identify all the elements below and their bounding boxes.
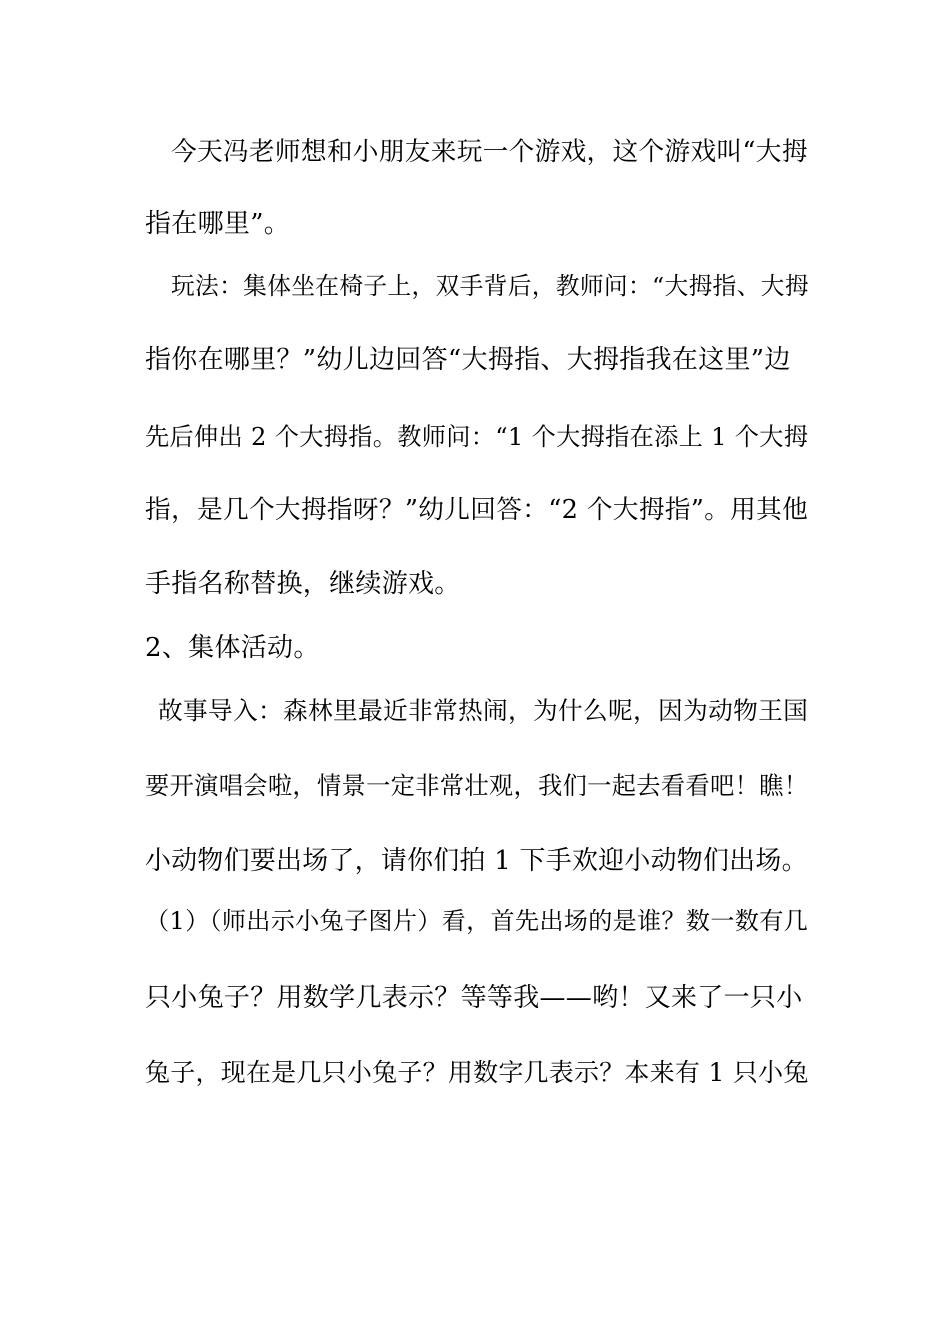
paragraph-line-10: 要开演唱会啦，情景一定非常壮观，我们一起去看看吧！瞧！	[145, 771, 809, 800]
paragraph-line-6: 指，是几个大拇指呀？”幼儿回答：“2 个大拇指”。用其他	[145, 495, 809, 525]
paragraph-line-1: 今天冯老师想和小朋友来玩一个游戏，这个游戏叫“大拇	[171, 137, 808, 167]
paragraph-line-3: 玩法：集体坐在椅子上，双手背后，教师问：“大拇指、大拇	[171, 272, 809, 300]
paragraph-line-9: 故事导入：森林里最近非常热闹，为什么呢，因为动物王国	[158, 696, 809, 725]
paragraph-line-5: 先后伸出 2 个大拇指。教师问：“1 个大拇指在添上 1 个大拇	[145, 423, 809, 451]
paragraph-line-2: 指在哪里”。	[145, 209, 291, 239]
paragraph-line-14: 兔子，现在是几只小兔子？用数字几表示？本来有 1 只小兔	[145, 1058, 809, 1087]
paragraph-line-13: 只小兔子？用数学几表示？等等我——哟！又来了一只小	[145, 983, 803, 1013]
section-heading: 2、集体活动。	[145, 633, 320, 663]
paragraph-line-12: （1）（师出示小兔子图片）看，首先出场的是谁？数一数有几	[145, 907, 809, 935]
paragraph-line-11: 小动物们要出场了，请你们拍 1 下手欢迎小动物们出场。	[145, 846, 808, 876]
paragraph-line-4: 指你在哪里？”幼儿边回答“大拇指、大拇指我在这里”边	[145, 345, 791, 375]
paragraph-line-7: 手指名称替换，继续游戏。	[145, 569, 461, 599]
